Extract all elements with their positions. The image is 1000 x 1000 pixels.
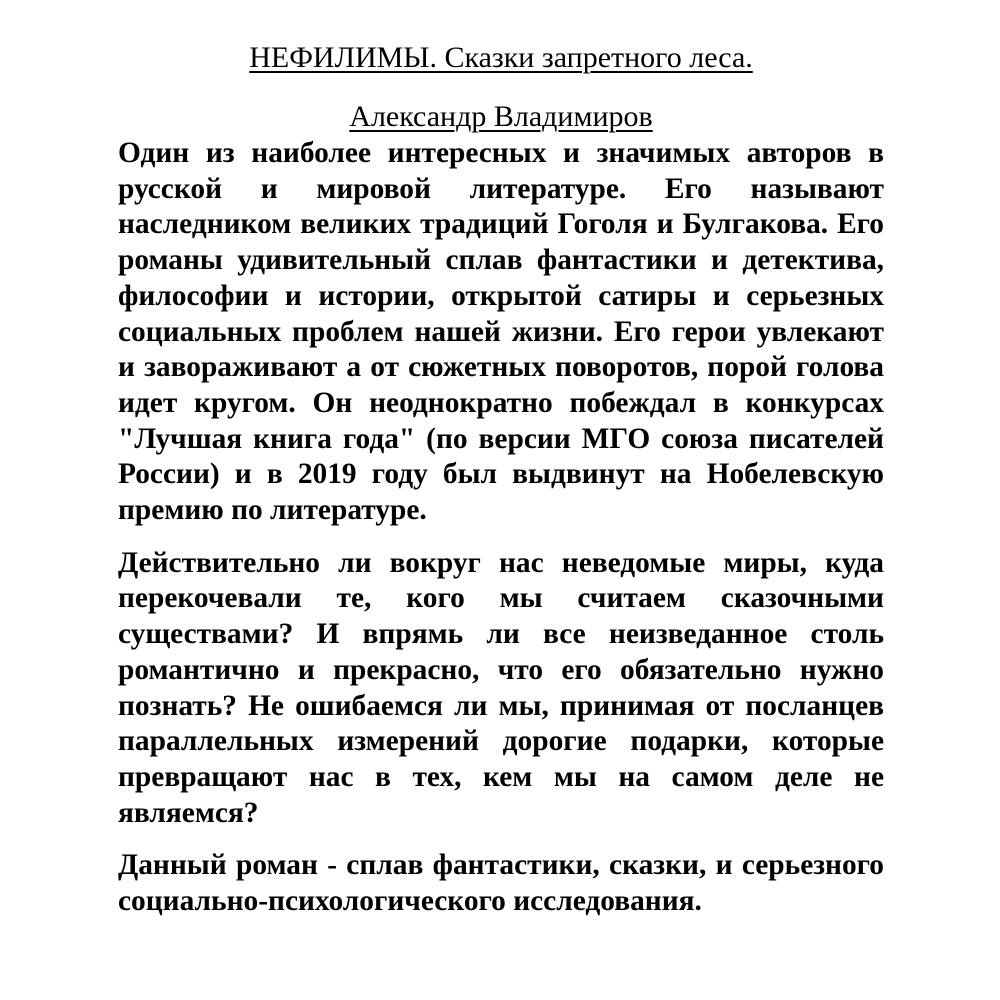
- paragraph-synopsis: Действительно ли вокруг нас неведомые миры, куда перекочевали те, кого мы считаем сказочными существами? И впрямь ли все неизведанное столь романтично и прекрасно, что его обязательно нужно познать? Не ошибаемся ли мы, принимая от посланцев параллельных измерений дорогие подарки, которые превращают нас в тех, кем мы на самом деле не являемся?: [118, 546, 884, 829]
- book-title: НЕФИЛИМЫ. Сказки запретного леса.: [249, 41, 753, 74]
- author-name: Александр Владимиров: [349, 100, 653, 133]
- paragraph-author-bio: Один из наиболее интересных и значимых авторов в русской и мировой литературе. Его называют наследником великих традиций Гоголя и Булгакова. Его романы удивительный сплав фантастики и детектива, философии и истории, открытой сатиры и серьезных социальных проблем нашей жизни. Его герои увлекают и завораживают а от сюжетных поворотов, порой голова идет кругом. Он неоднократно побеждал в конкурсах "Лучшая книга года" (по версии МГО союза писателей России) и в 2019 году был выдвинут на Нобелевскую премию по литературе.: [118, 137, 884, 527]
- book-description-page: [118, 38, 884, 937]
- paragraph-genre: Данный роман - сплав фантастики, сказки, и серьезного социально-психологического исследования.: [118, 849, 884, 918]
